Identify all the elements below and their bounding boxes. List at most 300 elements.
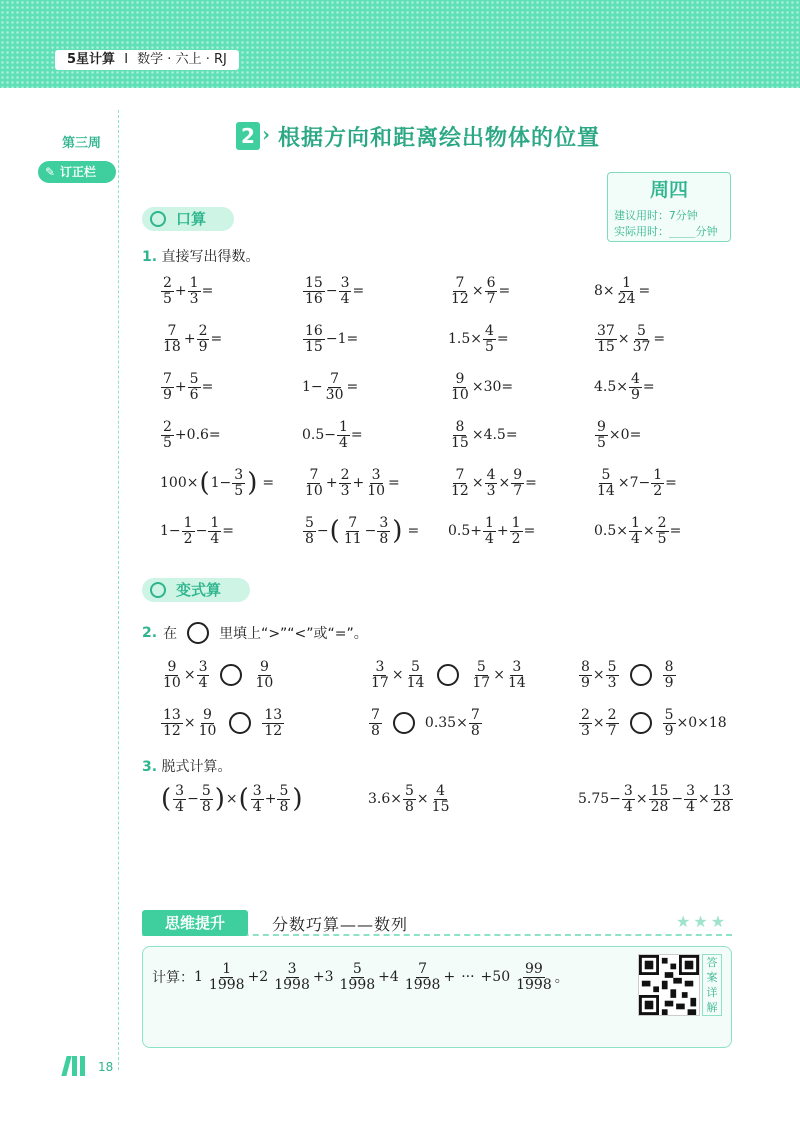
answer-circle[interactable] [437,664,459,686]
fraction [207,962,247,992]
fraction [272,962,312,992]
section-oral-label: 口算 [176,210,207,228]
math-token: 12 [163,722,181,739]
math-token: 7 [167,323,177,339]
fraction [469,708,482,738]
fraction [449,420,471,450]
fraction [208,516,221,546]
math-token: 17 [472,674,491,691]
math-token: 3 [198,659,208,675]
fraction [629,372,642,402]
math-token: 7 [163,371,172,387]
math-token: − [187,791,199,808]
fraction [251,784,264,814]
suggested-time: 建议用时：7分钟 [614,209,698,222]
answer-circle[interactable] [220,664,242,686]
math-token: 7 [348,515,358,531]
problem-3-4 [594,372,655,402]
math-token: 2 [581,707,590,723]
thinking-tag: 思维提升 [142,910,248,936]
math-token: 2 [657,515,667,531]
math-token: 3 [379,515,389,531]
math-token: 2 [163,419,172,435]
math-token: 7 [455,467,465,483]
math-token: 13 [712,783,731,799]
compare-1-1 [160,660,276,690]
math-token: = [669,523,682,540]
math-token: + [470,523,482,540]
compare-1-2 [368,660,529,690]
fraction [622,784,635,814]
problem-3-1 [160,372,213,402]
series-problem [152,962,569,992]
math-token: 2 [340,467,350,483]
q1-text: 直接写出得数。 [161,249,260,265]
fraction [161,372,174,402]
fraction [188,372,201,402]
fraction [161,420,174,450]
math-token: 100 [160,475,187,492]
q2-pre: 在 [163,626,178,642]
math-token: − [219,475,232,492]
math-token: × [635,791,648,808]
fraction [161,660,183,690]
math-token: = [208,427,221,444]
math-token: 7 [470,707,480,723]
math-token: 3 [175,783,185,799]
q2-number: 2. [142,625,158,641]
compare-circle-icon [187,622,209,644]
math-token: 6 [486,275,496,291]
fraction [369,708,382,738]
question-3 [142,756,232,776]
math-token: × [183,715,196,732]
math-token: = [505,427,518,444]
fraction [253,660,275,690]
fraction [342,516,364,546]
problem-4-2 [302,420,363,450]
problem-1-3 [448,276,510,306]
math-token: 1 [511,515,521,531]
math-token: × [416,791,429,808]
fraction [365,468,387,498]
math-token: 3 [252,783,262,799]
section-variant [142,578,250,602]
fraction [511,468,524,498]
math-token: 8 [405,798,414,815]
math-token: 3 [686,783,696,799]
fraction [303,516,316,546]
math-token: 12 [451,482,469,499]
math-token: 5 [597,434,606,451]
math-token: 1 [631,515,640,531]
math-token: 4.5 [483,427,506,444]
question-1 [142,246,260,266]
math-token: 1 [337,331,347,348]
math-token: 1 [210,475,220,492]
math-token: 7 [330,371,340,387]
fraction [579,708,592,738]
math-token: 12 [451,290,469,307]
fraction [369,660,391,690]
math-token: 15 [597,338,615,355]
math-token: 15 [305,338,323,355]
math-token: × [676,715,689,732]
math-token: − [609,791,621,808]
math-token: 15 [451,434,469,451]
math-token: 18 [708,715,727,732]
math-token: 8 [305,530,314,547]
math-token: 4 [486,467,496,483]
math-token: × [617,475,630,492]
math-token: 16 [305,290,323,307]
math-token: 3 [189,290,199,307]
math-token: 30 [325,386,344,403]
fraction [188,276,201,306]
math-token: 7 [513,482,523,499]
math-token: = [523,523,536,540]
math-token: = [525,475,537,492]
math-token: 37 [597,323,615,339]
fraction [161,708,183,738]
math-token: 5 [405,783,414,799]
math-token: 4 [436,783,446,799]
math-token: × [456,715,468,732]
math-token: ( [199,468,210,499]
problem-5-4 [594,468,677,498]
math-token: 0.5 [594,523,617,540]
math-token: 9 [167,659,177,675]
fraction [483,324,496,354]
math-token: 2 [163,275,172,291]
math-token: = [638,283,651,300]
answer-circle[interactable] [229,712,251,734]
math-token: + [247,969,260,986]
math-token: 16 [305,323,323,339]
stepwise-2 [368,784,452,814]
math-token: = [498,283,511,300]
target-icon [150,582,166,598]
math-token: 6 [189,386,199,403]
day-name: 周四 [649,179,688,201]
math-token: 9 [455,371,465,387]
brand-separator: I [124,52,129,67]
problem-3-3 [448,372,513,402]
fraction [403,784,416,814]
math-token: 8 [664,659,674,675]
fraction [449,276,471,306]
math-token: − [316,523,329,540]
math-token: 8 [371,722,380,739]
math-token: 3 [375,659,385,675]
math-token: × [390,791,402,808]
math-token: 1 [653,467,663,483]
math-token: 24 [617,290,636,307]
stopwatch-icon [150,211,166,227]
math-token: 15 [650,783,669,799]
thinking-title: 分数巧算——数列 [272,915,409,934]
math-token: × [616,523,628,540]
math-token: 10 [198,722,217,739]
math-token: × [698,791,710,808]
math-token: 5 [476,659,486,675]
actual-time: 实际用时：____分钟 [614,225,718,238]
math-token: 3 [512,659,522,675]
math-token: 3 [234,467,244,483]
math-token: ··· [461,969,475,986]
math-token: ) [247,468,258,499]
fraction [161,276,174,306]
math-token: 5 [657,530,667,547]
fraction [663,708,676,738]
fraction [338,962,378,992]
math-token: = [629,427,642,444]
math-token: 9 [163,386,172,403]
problem-5-3 [448,468,537,498]
math-token: 7 [371,707,380,723]
compare-2-1 [160,708,285,738]
math-token: × [186,475,199,492]
page-title: 根据方向和距离绘出物体的位置 [278,126,601,151]
q2-post: 里填上“>”“<”或“=”。 [219,626,368,642]
math-token: 1998 [339,976,376,993]
math-token: 案 [706,971,718,984]
fraction [377,516,390,546]
fraction [197,708,219,738]
math-token: 0 [620,427,630,444]
math-token: × [225,791,238,808]
math-token: 5 [163,434,172,451]
math-token: 3 [340,275,350,291]
math-token: × [617,331,630,348]
math-token: = [262,475,275,492]
stepwise-1 [160,784,304,814]
math-token: ( [161,784,172,815]
math-token: = [501,379,514,396]
problem-1-4 [594,276,650,306]
problem-6-3 [448,516,535,546]
q3-number: 3. [142,759,158,775]
math-token: 9 [664,674,674,691]
math-token: × [471,283,484,300]
math-token: = [346,379,359,396]
math-token: ( [329,516,340,547]
math-token: = [350,427,363,444]
math-token: 3 [486,482,496,499]
math-token: 3 [371,467,381,483]
math-token: 9 [203,707,212,723]
math-token: ( [238,784,249,815]
math-token: − [324,427,336,444]
math-token: 解 [706,1001,718,1014]
math-token: 14 [406,674,425,691]
lesson-number: 2 [236,122,260,150]
math-token: 11 [343,530,362,547]
math-token: + [480,969,493,986]
math-token: 3 [287,961,297,977]
math-token: 28 [712,798,731,815]
book-tab [55,50,239,70]
subject: 数学 · 六上 · RJ [137,52,227,67]
problem-4-1 [160,420,221,450]
math-token: + [352,475,365,492]
fraction [606,708,619,738]
fraction [303,276,325,306]
math-token: = [352,283,365,300]
math-token: 5 [352,961,362,977]
math-token: 7 [629,475,639,492]
math-token: 1.5 [448,331,471,348]
math-token: 2 [511,530,521,547]
fraction [629,516,642,546]
pencil-icon: ✎ [45,165,56,179]
math-token: 10 [255,674,274,691]
math-token: 3 [581,722,590,739]
fraction [506,660,528,690]
math-token: 15 [305,275,323,291]
math-token: × [592,667,605,684]
math-token: = [222,523,234,540]
math-token: 1 [210,515,220,531]
math-token: = [642,379,655,396]
math-token: 0 [688,715,698,732]
fraction [485,276,498,306]
math-token: = [210,331,223,348]
answer-circle[interactable] [630,712,652,734]
fraction [606,660,619,690]
fraction [595,420,608,450]
fraction [403,962,443,992]
problem-2-4 [594,324,665,354]
problem-1-1 [160,276,213,306]
math-token: 5 [607,659,617,675]
week-label: 第三周 [62,136,102,151]
math-token: 7 [418,961,428,977]
math-token: 9 [513,467,523,483]
math-token: 7 [455,275,465,291]
math-token: 5 [201,783,211,799]
question-2 [142,622,368,644]
problem-6-2 [302,516,419,546]
math-token: 5 [411,659,420,675]
math-token: 4 [198,674,208,691]
math-token: 1 [160,523,169,540]
math-token: + [174,427,187,444]
math-token: ) [292,784,303,815]
math-token: 。 [554,970,569,987]
fraction [197,660,210,690]
math-token: + [174,379,187,396]
fraction [200,784,213,814]
math-token: 5 [305,515,314,531]
math-token: 9 [198,338,208,355]
math-token: 14 [507,674,526,691]
math-token: 28 [650,798,669,815]
problem-4-3 [448,420,518,450]
math-token: × [470,331,482,348]
problem-5-1 [160,468,274,498]
math-token: = [201,283,214,300]
math-token: 1998 [274,976,310,993]
math-token: × [697,715,709,732]
problem-2-1 [160,324,222,354]
math-token: × [616,379,628,396]
math-token: 3 [340,482,350,499]
math-token: 4 [485,530,494,547]
math-token: 1 [183,515,193,531]
fraction [337,420,350,450]
fraction [449,372,471,402]
math-token: × [608,427,621,444]
fraction [173,784,186,814]
math-token: 1 [222,961,232,977]
math-token: = [346,331,359,348]
fraction [405,660,427,690]
difficulty-stars: ★★★ [676,912,729,931]
math-token: × [493,667,505,684]
q3-text: 脱式计算。 [161,759,232,775]
math-token: + [183,331,196,348]
answer-circle[interactable] [393,712,415,734]
fraction [656,516,669,546]
math-token: 13 [163,707,181,723]
math-token: 2 [607,707,617,723]
math-token: 1998 [404,976,441,993]
fraction [510,516,523,546]
chevron-right-icon: › [262,122,270,146]
math-token: 18 [163,338,181,355]
math-token: 10 [305,482,323,499]
compare-2-2 [368,708,483,738]
math-token: 0.35 [424,715,457,732]
answer-detail-link[interactable] [702,954,722,1016]
math-token: − [310,379,323,396]
problem-1-2 [302,276,364,306]
math-token: × [471,379,484,396]
fraction [684,784,697,814]
math-token: ) [214,784,225,815]
math-token: × [471,427,484,444]
fraction [616,276,638,306]
fraction [303,324,325,354]
math-token: − [168,523,181,540]
math-token: 4 [389,969,399,986]
math-token: 9 [581,674,590,691]
math-token: 4 [631,371,640,387]
math-token: 8 [455,419,465,435]
math-token: = [201,379,214,396]
correction-tag [38,161,116,183]
day-box [607,172,731,242]
answer-circle[interactable] [630,664,652,686]
fraction [197,324,210,354]
math-token: 4 [631,530,640,547]
math-token: 4.5 [594,379,617,396]
math-token: 答 [706,956,718,969]
math-token: × [642,523,655,540]
fraction [303,468,325,498]
math-token: − [364,523,377,540]
math-token: 37 [632,338,651,355]
math-token: + [174,283,187,300]
math-token: 5 [279,783,289,799]
qr-code[interactable] [638,954,700,1016]
math-token: 3 [607,674,617,691]
problem-4-4 [594,420,641,450]
q1-number: 1. [142,249,158,265]
math-token: 1 [339,419,348,435]
math-token: 3.6 [368,791,391,808]
